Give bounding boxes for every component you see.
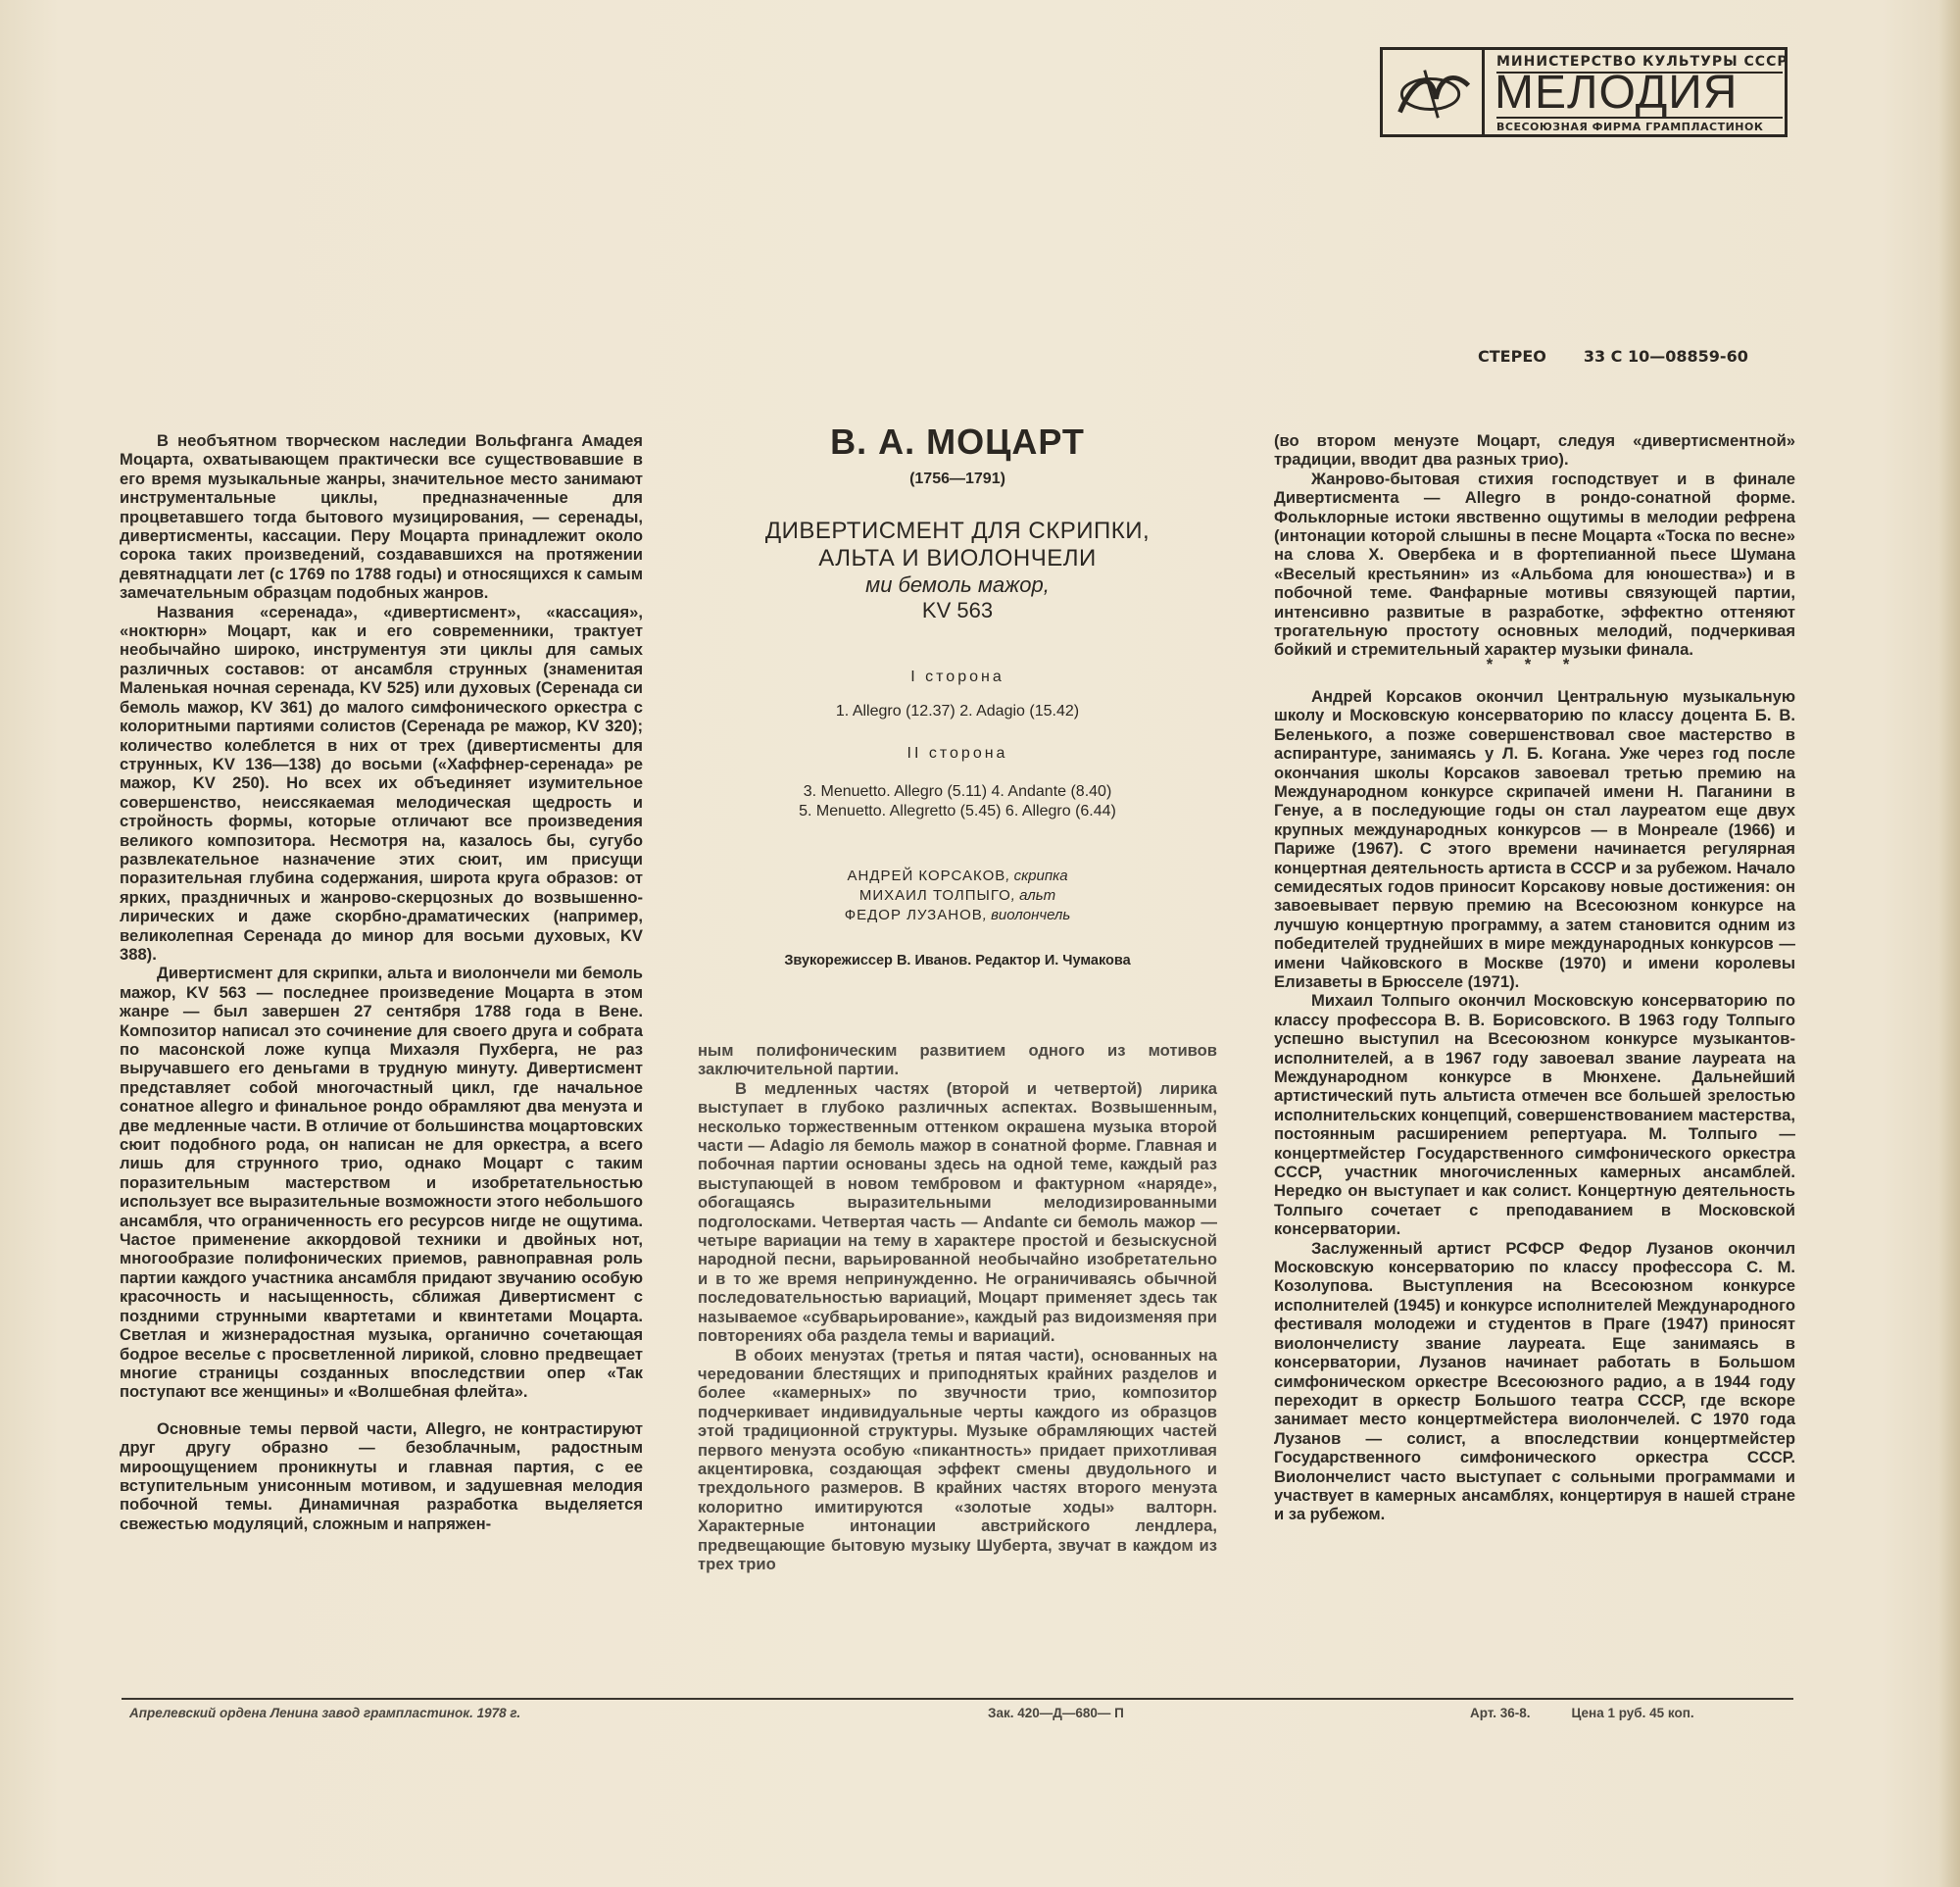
liner-notes-middle-column [698, 1041, 1217, 1573]
logo-ministry: МИНИСТЕРСТВО КУЛЬТУРЫ СССР [1496, 54, 1783, 74]
work-title-line-2: АЛЬТА И ВИОЛОНЧЕЛИ [818, 545, 1097, 571]
liner-notes-right-column [1274, 431, 1795, 1524]
paragraph: Жанрово-бытовая стихия господствует и в финале Дивертисмента — Allegro в рондо-сонатной форме. Фольклорные истоки явственно ощутимы в мелодии рефрена (интонации которой слышны в песне Моцарта «Тоска по весне» на слова Х. Овербека и в фортепианной пьесе Шумана «Веселый крестьянин» из «Альбома для юношества») и в побочной теме. Фанфарные мотивы связующей партии, интенсивно развитые в разработке, эффектно оттеняют трогательную простоту основных мелодий, подчеркивая бойкий и стремительный характер музыки финала. [1274, 469, 1795, 660]
performer [688, 886, 1227, 906]
liner-notes-left-column [120, 431, 643, 1533]
performer-role: , виолончель [982, 907, 1071, 923]
logo-firm: ВСЕСОЮЗНАЯ ФИРМА ГРАМПЛАСТИНОК [1496, 117, 1783, 133]
performer [688, 906, 1227, 925]
stereo-label: СТЕРЕО [1478, 347, 1546, 366]
paragraph: В необъятном творческом наследии Вольфганга Амадея Моцарта, охватывающем практически все существовавшие в его время музыкальные жанры, значительное место занимают инструментальные циклы, предназначенные для процветавшего тогда бытового музицирования, — серенады, дивертисменты, кассации. Перу Моцарта принадлежит около сорока таких произведений, создававшихся на протяжении девятнадцати лет (с 1769 по 1788 годы) и относящихся к самым замечательным образцам подобных жанров. [120, 431, 643, 603]
footer-price: Цена 1 руб. 45 коп. [1571, 1706, 1694, 1720]
paragraph: Заслуженный артист РСФСР Федор Лузанов окончил Московскую консерваторию по классу профессора С. М. Козолупова. Выступления на Всесоюзном конкурсе исполнителей (1945) и конкурсе исполнителей Международного фестиваля молодежи и студентов в Праге (1947) приносят виолончелисту звание лауреата. Еще занимаясь в консерватории, Лузанов начинает работать в Большом симфоническом оркестре Всесоюзного радио, а в 1944 году переходит в оркестр Большого театра СССР, где вскоре занимает место концертмейстера виолончелей. С 1970 года Лузанов — солист, а впоследствии концертмейстер Государственного симфонического оркестра СССР. Виолончелист часто выступает с сольными программами и участвует в камерных ансамблях, концертируя в нашей стране и за рубежом. [1274, 1238, 1795, 1524]
footer-rule [122, 1698, 1793, 1700]
album-header [688, 422, 1227, 968]
performer-role: , скрипка [1005, 868, 1068, 884]
side-2-tracks-line-1: 3. Menuetto. Allegro (5.11) 4. Andante (8.40) [803, 783, 1112, 800]
performers-list [688, 867, 1227, 925]
melodiya-logo [1380, 47, 1788, 137]
catalog-number: 33 С 10—08859-60 [1583, 347, 1748, 366]
paragraph: ным полифоническим развитием одного из мотивов заключительной партии. [698, 1041, 1217, 1079]
side-1-tracks: 1. Allegro (12.37) 2. Adagio (15.42) [835, 703, 1080, 720]
paragraph: Основные темы первой части, Allegro, не контрастируют друг другу образно — безоблачным, радостным мироощущением проникнуты и главная партия, с ее вступительным унисонным мотивом, и задушевная мелодия побочной темы. Динамичная разработка выделяется свежестью модуляций, сложным и напряжен- [120, 1418, 643, 1533]
work-title-line-1: ДИВЕРТИСМЕНТ ДЛЯ СКРИПКИ, [764, 518, 1151, 544]
performer-name: МИХАИЛ ТОЛПЫГО [858, 887, 1011, 904]
side-2-tracks-line-2: 5. Menuetto. Allegretto (5.45) 6. Allegro (6.44) [799, 803, 1116, 819]
footer-price-block [1470, 1706, 1736, 1720]
performer-name: АНДРЕЙ КОРСАКОВ [847, 868, 1006, 884]
paragraph: В медленных частях (второй и четвертой) лирика выступает в глубоко различных аспектах. Возвышенным, несколько торжественным оттенком окрашена музыка второй части — Adagio ля бемоль мажор в сонатной форме. Главная и побочная партии основаны здесь на одной теме, каждый раз выступающей в новом тембровом и фактурном «наряде», обогащаясь выразительными мелодизированными подголосками. Четвертая часть — Andante си бемоль мажор — четыре вариации на тему в характере простой и безыскусной народной песни, варьированной необычайно изобретательно и в то же время непринужденно. Не ограничиваясь обычной последовательностью вариаций, Моцарт применяет здесь так называемое «субварьирование», каждый раз видоизменяя при повторениях оба раздела темы и вариаций. [698, 1078, 1217, 1346]
paragraph: (во втором менуэте Моцарт, следуя «дивертисментной» традиции, вводит два разных трио). [1274, 431, 1795, 470]
logo-brand: МЕЛОДИЯ [1494, 67, 1739, 119]
side-2-label: II сторона [906, 745, 1008, 762]
melodiya-emblem-icon [1383, 50, 1485, 134]
footer-order: Зак. 420—Д—680— П [988, 1706, 1124, 1720]
performer-name: ФЕДОР ЛУЗАНОВ [844, 907, 983, 923]
catalog-line [1478, 347, 1786, 366]
paragraph: Михаил Толпыго окончил Московскую консерваторию по классу профессора В. В. Борисовского. В 1963 году Толпыго успешно выступил на Всесоюзном конкурсе музыкантов-исполнителей, а в 1967 году завоевал звание лауреата на Международном конкурсе в Мюнхене. Дальнейший артистический путь альтиста отмечен все большей зрелостью исполнительских концепций, совершенствованием мастерства, постоянным расширением репертуара. М. Толпыго — концертмейстер Государственного симфонического оркестра СССР, участник многочисленных камерных ансамблей. Нередко он выступает и как солист. Концертную деятельность Толпыго сочетает с преподаванием в Московской консерватории. [1274, 991, 1795, 1239]
side-1-label: I сторона [910, 669, 1004, 685]
paragraph: В обоих менуэтах (третья и пятая части), основанных на чередовании блестящих и приподнятых крайних разделов и более «камерных» по звучности трио, композитор подчеркивает индивидуальные черты каждого из образцов этой традиционной структуры. Музыке обрамляющих частей первого менуэта особую «пикантность» придает прихотливая акцентировка, создающая эффект смены двудольного и трехдольного размеров. В крайних частях второго менуэта колоритно имитируются «золотые ходы» валторн. Характерные интонации австрийского лендлера, предвещающие бытовую музыку Шуберта, звучат в каждом из трех трио [698, 1345, 1217, 1573]
composer-years: (1756—1791) [909, 471, 1005, 487]
paragraph: Названия «серенада», «дивертисмент», «кассация», «ноктюрн» Моцарт, как и его современники, трактует необычайно широко, инструментуя эти циклы для самых различных составов: от ансамбля струнных (знаменитая Маленькая ночная серенада, KV 525) или духовых (Серенада си бемоль мажор, KV 361) до малого симфонического оркестра с колоритными партиями солистов (Серенада ре мажор, KV 320); количество колеблется в них от трех (дивертисменты для струнных, KV 136—138) до восьми («Хаффнер-серенада» ре мажор, KV 250). Но всех их объединяет изумительное совершенство, неиссякаемая мелодическая щедрость и стройность формы, которые отличают все произведения великого композитора. Несмотря на, казалось бы, сугубо развлекательное назначение этих сюит, им присущи поразительная глубина содержания, широта круга образов: от ярких, праздничных и жанрово-скерцозных до возвышенно-лирических и даже скорбно-драматических (например, великолепная Серенада до минор для восьми духовых, KV 388). [120, 602, 643, 964]
production-credits: Звукорежиссер В. Иванов. Редактор И. Чумакова [784, 953, 1131, 968]
composer-name: В. А. МОЦАРТ [830, 422, 1085, 462]
performer-role: , альт [1010, 887, 1056, 904]
work-key: ми бемоль мажор, [865, 572, 1050, 597]
footer-article: Арт. 36-8. [1470, 1706, 1531, 1720]
footer-plant: Апрелевский ордена Ленина завод грампластинок. 1978 г. [129, 1706, 521, 1720]
paragraph: Дивертисмент для скрипки, альта и виолончели ми бемоль мажор, KV 563 — последнее произведение Моцарта в этом жанре — был завершен 27 сентября 1788 года в Вене. Композитор написал это сочинение для своего друга и собрата по масонской ложе купца Михаэля Пухберга, не раз выручавшего его деньгами в трудную минуту. Дивертисмент представляет собой многочастный цикл, где начальное сонатное allegro и финальное рондо обрамляют два менуэта и две медленные части. В отличие от большинства моцартовских сюит подобного рода, он написан не для оркестра, а всего лишь для струнного трио, однако Моцарт с таким поразительным мастерством и изобретательностью использует все выразительные возможности этого небольшого ансамбля, что ограниченность его ресурсов нигде не ощутима. Частое применение аккордовой техники и двойных нот, многообразие полифонических приемов, равноправная роль партии каждого участника ансамбля придают звучанию особую красочность и насыщенность, сближая Дивертисмент с поздними струнными квартетами и квинтетами Моцарта. Светлая и жизнерадостная музыка, органично сочетающая бодрое веселье с просветленной лирикой, словно предвещает многие страницы созданных впоследствии опер «Так поступают все женщины» и «Волшебная флейта». [120, 964, 643, 1402]
sleeve-edge [1938, 0, 1960, 1887]
performer [688, 867, 1227, 886]
paragraph: Андрей Корсаков окончил Центральную музыкальную школу и Московскую консерваторию по классу доцента Б. В. Беленького, а позже совершенствовал свое мастерство в аспирантуре, занимаясь у Л. Б. Когана. Уже через год после окончания школы Корсаков завоевал третью премию на Международном конкурсе скрипачей имени Н. Паганини в Генуе, а в последующие годы он стал лауреатом еще двух крупных международных конкурсов — в Монреале (1966) и Париже (1967). С этого времени начинается регулярная концертная деятельность артиста в СССР и за рубежом. Начало семидесятых годов приносит Корсакову новые достижения: он завоевывает первую премию на Всесоюзном конкурсе на лучшую концертную программу, а затем становится одним из победителей труднейших в мире международных конкурсов — имени Чайковского в Москве (1970) и имени королевы Елизаветы в Брюсселе (1971). [1274, 686, 1795, 991]
work-kv: KV 563 [921, 598, 994, 622]
section-separator: * * * [1486, 654, 1584, 673]
